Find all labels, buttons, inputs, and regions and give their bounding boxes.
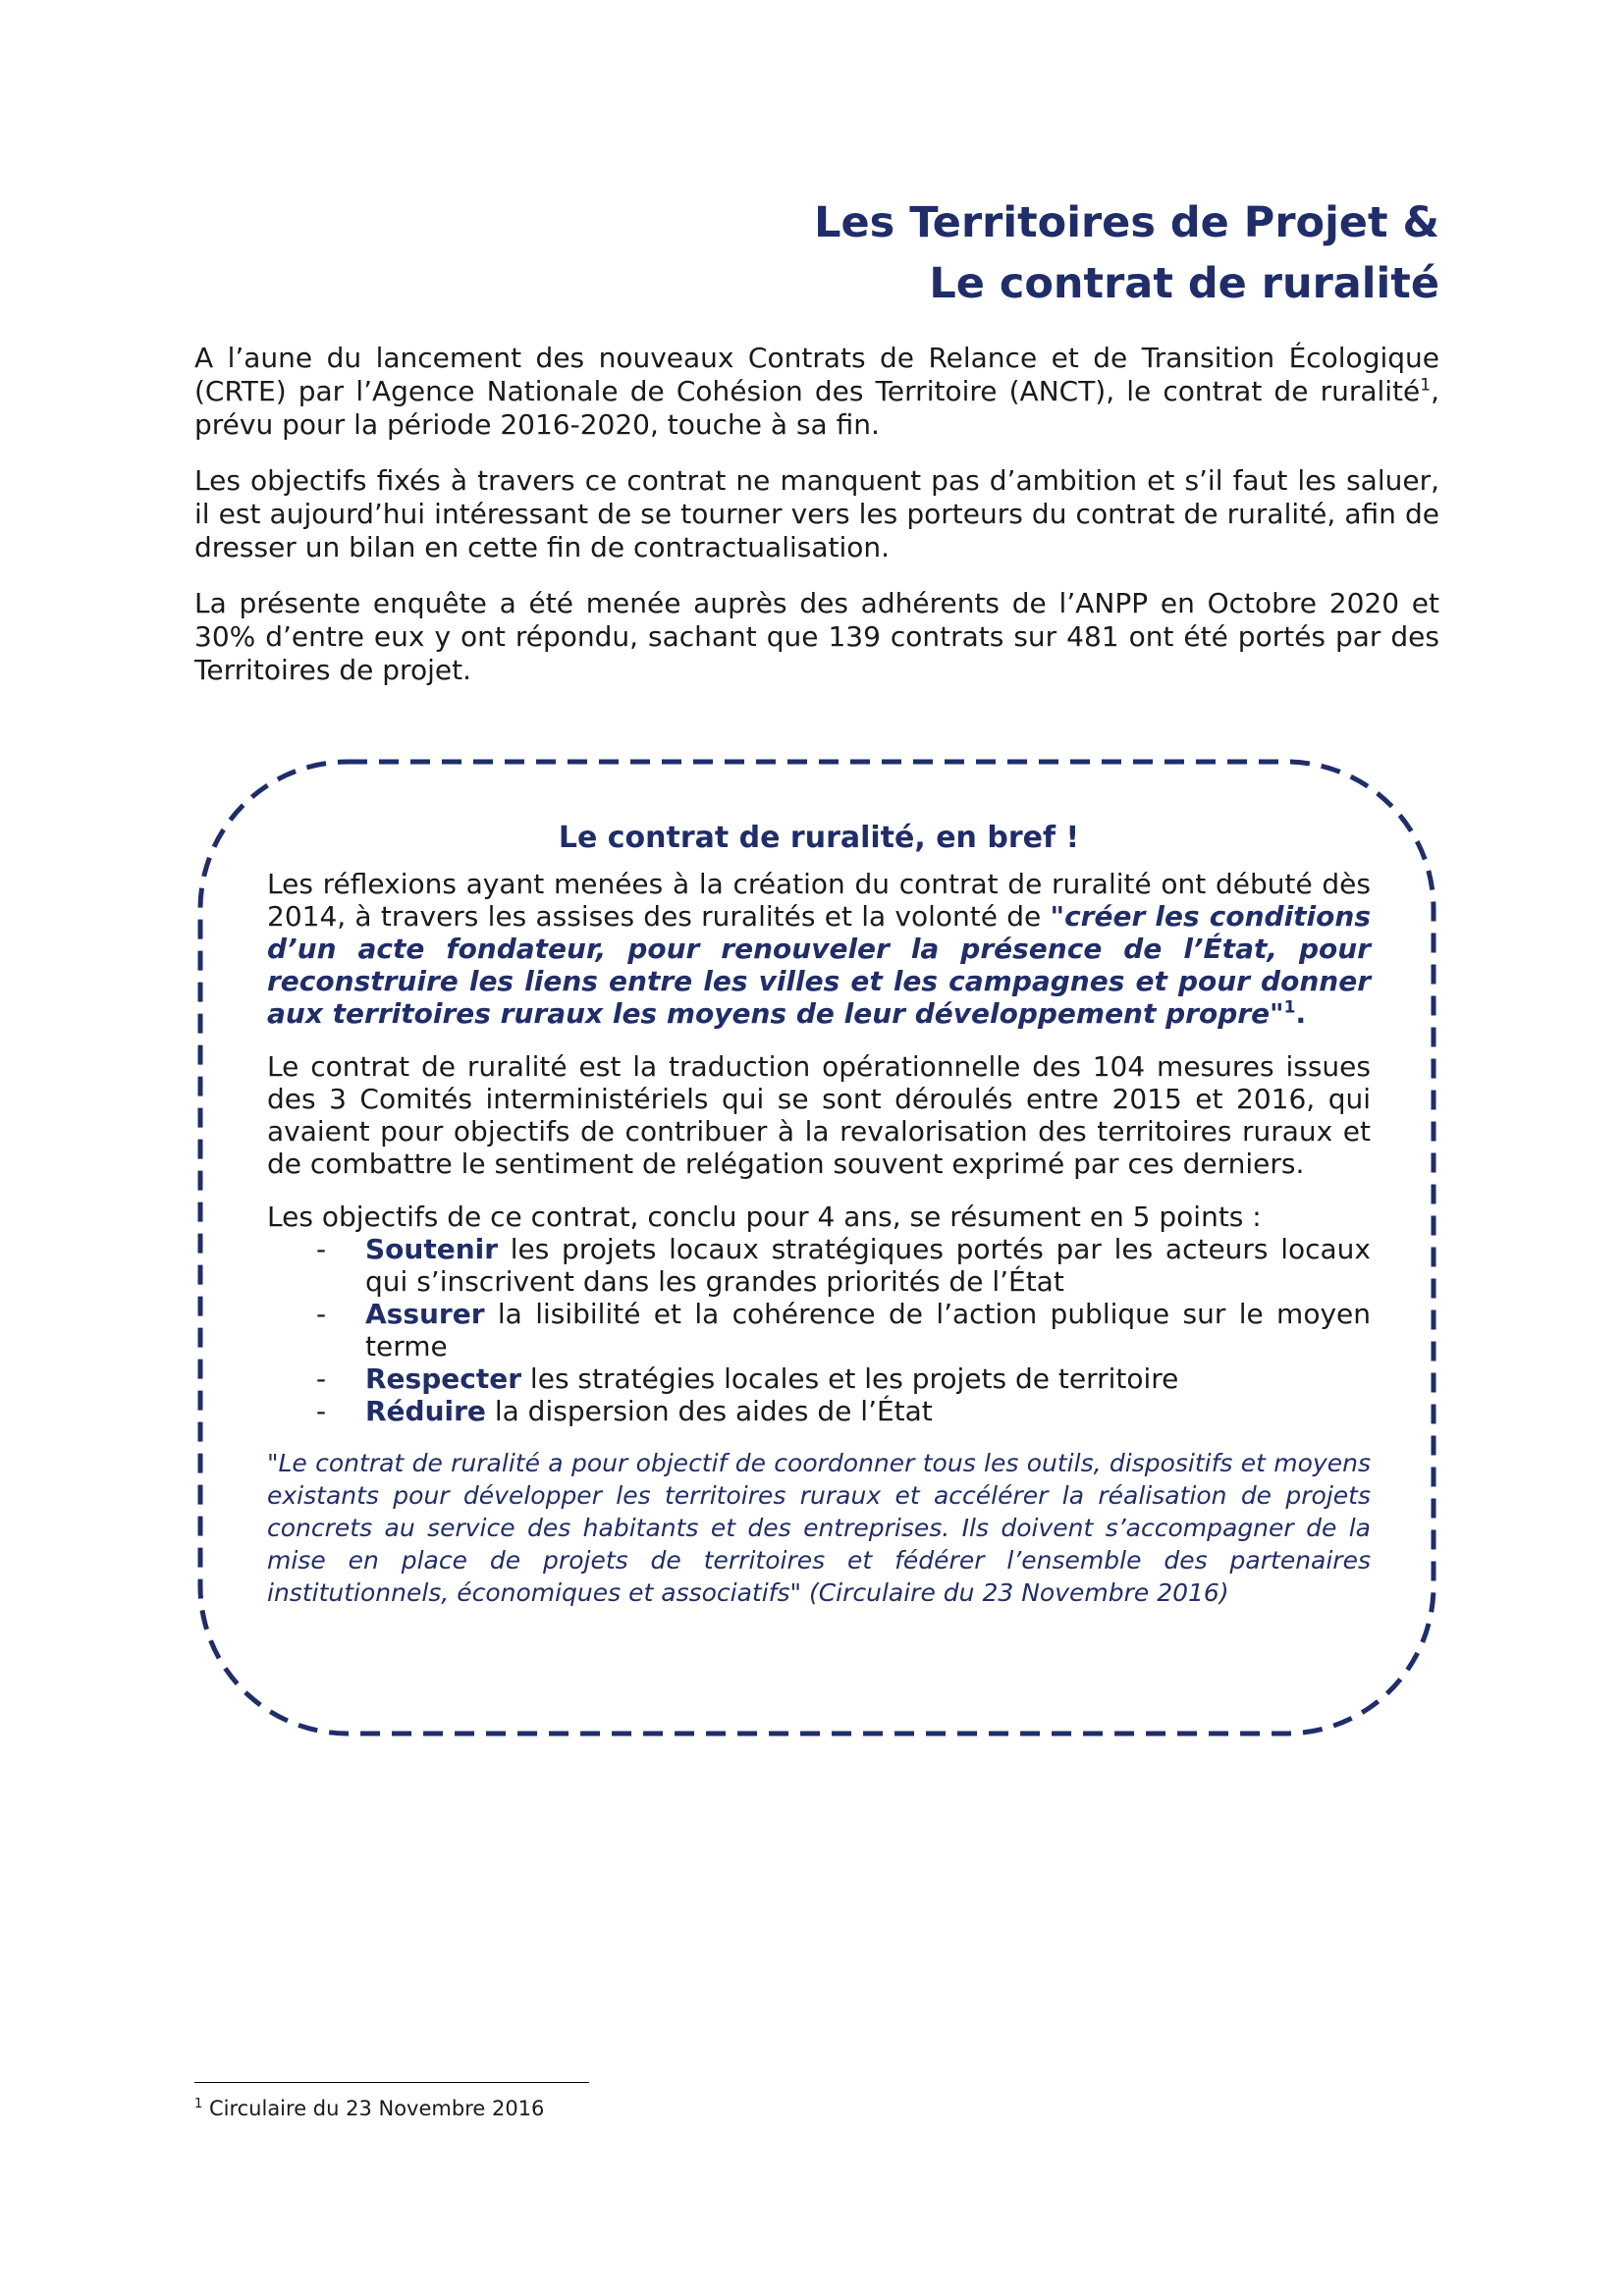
list-item (267, 1362, 1371, 1395)
intro-paragraph-3: La présente enquête a été menée auprès des adhérents de l’ANPP en Octobre 2020 et 30% d’entre eux y ont répondu, sachant que 139 contrats sur 481 ont été portés par des Territoires de projet. (194, 587, 1439, 686)
intro-paragraph-1-end: , prévu pour la période 2016-2020, touche à sa fin. (194, 375, 1439, 441)
intro-paragraph-1-text: A l’aune du lancement des nouveaux Contrats de Relance et de Transition Écologique (CRTE) par l’Agence Nationale de Cohésion des Territoire (ANCT), le contrat de ruralité (194, 342, 1439, 407)
footnote-separator (194, 2082, 589, 2083)
box-paragraph-1-end: . (1295, 997, 1307, 1030)
objective-keyword: Respecter (365, 1362, 522, 1395)
list-dash: - (316, 1298, 327, 1330)
circular-quote: "Le contrat de ruralité a pour objectif de coordonner tous les outils, dispositifs et moyens existants pour développer les territoires ruraux et accélérer la réalisation de projets concrets au service des habitants et des entreprises. Ils doivent s’accompagner de la mise en place de projets de territoires et fédérer l’ensemble des partenaires institutionnels, économiques et associatifs" (Circulaire du 23 Novembre 2016) (267, 1449, 1371, 1607)
objectives-intro: Les objectifs de ce contrat, conclu pour 4 ans, se résument en 5 points : (267, 1201, 1262, 1233)
intro-paragraph-1 (194, 342, 1439, 442)
page-title-line-1: Les Territoires de Projet & (814, 198, 1439, 247)
page-title-line-2: Le contrat de ruralité (929, 259, 1439, 308)
footnote-text: Circulaire du 23 Novembre 2016 (202, 2097, 545, 2120)
list-dash: - (316, 1362, 327, 1395)
box-paragraph-1 (267, 868, 1371, 1030)
objective-text: la dispersion des aides de l’État (485, 1395, 933, 1427)
objective-text: les stratégies locales et les projets de territoire (521, 1362, 1179, 1395)
list-dash: - (316, 1233, 327, 1265)
list-item (267, 1298, 1371, 1362)
objective-text: les projets locaux stratégiques portés par les acteurs locaux qui s’inscrivent dans les grandes priorités de l’État (365, 1233, 1371, 1298)
footnote (194, 2095, 544, 2122)
summary-box (196, 758, 1437, 1737)
list-item (267, 1395, 1371, 1427)
box-paragraph-1-text: Les réflexions ayant menées à la création du contrat de ruralité ont débuté dès 2014, à travers les assises des ruralités et la volonté de (267, 868, 1371, 933)
intro-paragraph-2: Les objectifs fixés à travers ce contrat ne manquent pas d’ambition et s’il faut les saluer, il est aujourd’hui intéressant de se tourner vers les porteurs du contrat de ruralité, afin de dresser un bilan en cette fin de contractualisation. (194, 464, 1439, 563)
summary-box-title: Le contrat de ruralité, en bref ! (558, 821, 1080, 855)
page-title (556, 192, 1439, 314)
box-paragraph-2: Le contrat de ruralité est la traduction opérationnelle des 104 mesures issues des 3 Comités interministériels qui se sont déroulés entre 2015 et 2016, qui avaient pour objectifs de contribuer à la revalorisation des territoires ruraux et de combattre le sentiment de relégation souvent exprimé par ces derniers. (267, 1050, 1371, 1180)
footnote-number: 1 (194, 2097, 203, 2111)
list-dash: - (316, 1395, 327, 1427)
footnote-ref[interactable]: 1 (1420, 375, 1432, 396)
summary-box-content (267, 819, 1371, 1609)
objective-keyword: Soutenir (365, 1233, 499, 1265)
list-item (267, 1233, 1371, 1298)
objective-keyword: Assurer (365, 1298, 485, 1330)
footnote-ref[interactable]: 1 (1283, 997, 1296, 1018)
intro-section (194, 342, 1439, 710)
objective-text: la lisibilité et la cohérence de l’action publique sur le moyen terme (365, 1298, 1371, 1362)
objectives-list (267, 1233, 1371, 1427)
objective-keyword: Réduire (365, 1395, 486, 1427)
box-paragraph-1-quote: "créer les conditions d’un acte fondateur, pour renouveler la présence de l’État, pour reconstruire les liens entre les villes et les campagnes et pour donner aux territoires ruraux les moyens de leur développement propre" (267, 900, 1371, 1030)
